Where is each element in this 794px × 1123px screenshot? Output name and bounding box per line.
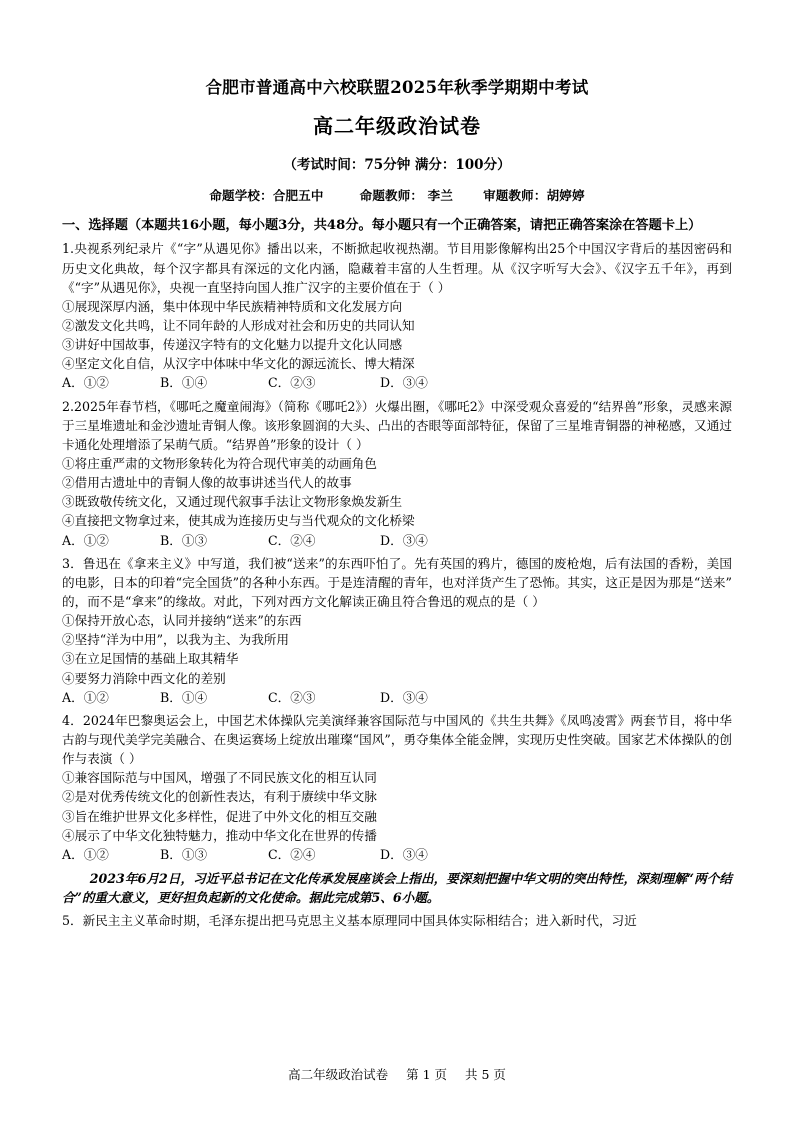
material-paragraph: 2023年6月2日，习近平总书记在文化传承发展座谈会上指出，要深刻把握中华文明的突出特性，深刻理解“两个结合”的重大意义，更好担负起新的文化使命。据此完成第5、6小题。 — [62, 870, 732, 906]
question-choices — [62, 845, 732, 865]
page-title: 合肥市普通高中六校联盟2025年秋季学期期中考试 — [205, 78, 589, 97]
question-option: ③既致敬传统文化，又通过现代叙事手法让文物形象焕发新生 — [62, 494, 403, 510]
footer-doc-title: 高二年级政治试卷 — [288, 1067, 389, 1082]
choice-c: C．②④ — [268, 846, 316, 862]
question-option: ③旨在维护世界文化多样性，促进了中外文化的相互交融 — [62, 808, 377, 824]
question-option: ②坚持“洋为中用”，以我为主、为我所用 — [62, 632, 289, 648]
question-stem: 2024年巴黎奥运会上，中国艺术体操队完美演绎兼容国际范与中国风的《共生共舞》《凤鸣凌霄》两套节目，将中华古韵与现代美学完美融合、在奥运赛场上绽放出璀璨“国风”，勇夺集体全能金牌，实现历史性突破。国家艺术体操队的创作与表演（ ） — [62, 712, 732, 767]
choice-b: B．①④ — [160, 689, 208, 705]
question-number: 1. — [62, 241, 75, 257]
maker-teacher: 命题教师： 李兰 — [359, 188, 454, 203]
footer-page-total: 共 5 页 — [465, 1067, 506, 1082]
choice-d: D．③④ — [380, 375, 428, 391]
choice-c: C．②③ — [268, 689, 316, 705]
question-option: ①将庄重严肃的文物形象转化为符合现代审美的动画角色 — [62, 456, 377, 471]
question-option: ④展示了中华文化独特魅力，推动中华文化在世界的传播 — [62, 827, 377, 843]
choice-a: A．①② — [62, 689, 109, 705]
choice-a: A．①② — [62, 532, 109, 548]
choice-b: B．①③ — [160, 532, 208, 548]
question-number: 5． — [62, 912, 83, 928]
question-choices — [62, 373, 732, 393]
question-option: ④坚定文化自信，从汉字中体味中华文化的源远流长、博大精深 — [62, 356, 415, 372]
question-choices — [62, 531, 732, 551]
question-stem: 央视系列纪录片《“字”从遇见你》播出以来，不断掀起收视热潮。节目用影像解构出25个中国汉字背后的基因密码和历史文化典故，每个汉字都具有深远的文化内涵，隐藏着丰富的人生哲理。从《汉字听写大会》、《汉字五千年》，再到《“字”从遇见你》，央视一直坚持向国人推广汉字的主要价值在于（ ） — [62, 241, 732, 295]
question-item — [62, 239, 732, 296]
question-option: ③在立足国情的基础上取其精华 — [62, 651, 239, 667]
question-choices — [62, 688, 732, 708]
question-item — [62, 911, 732, 930]
question-option: ①保持开放心态，认同并接纳“送来”的东西 — [62, 613, 302, 629]
choice-b: B．①③ — [160, 846, 208, 862]
choice-c: C．②③ — [268, 375, 316, 391]
page-footer — [0, 1065, 794, 1083]
section-heading: 一、选择题（本题共16小题，每小题3分，共48分。每小题只有一个正确答案，请把正确答案涂在答题卡上） — [62, 218, 702, 233]
question-option: ②激发文化共鸣，让不同年龄的人形成对社会和历史的共同认知 — [62, 318, 415, 334]
question-number: 2. — [62, 398, 75, 414]
makers-line — [62, 186, 732, 204]
choice-b: B．①④ — [160, 375, 208, 391]
question-stem: 鲁迅在《拿来主义》中写道，我们被“送来”的东西吓怕了。先有英国的鸦片，德国的废枪炮，后有法国的香粉，美国的电影，日本的印着“完全国货”的各种小东西。于是连清醒的青年，也对洋货产生了恐怖。其实，这正是因为那是“送来”的，而不是“拿来”的缘故。对此，下列对西方文化解读正确且符合鲁迅的观点的是（ ） — [62, 555, 732, 609]
choice-c: C．②④ — [268, 532, 316, 548]
question-option: ②是对优秀传统文化的创新性表达，有利于赓续中华文脉 — [62, 789, 377, 805]
question-option: ②借用古遗址中的青铜人像的故事讲述当代人的故事 — [62, 475, 352, 491]
question-option: ①展现深厚内涵，集中体现中华民族精神特质和文化发展方向 — [62, 298, 403, 314]
question-option: ③讲好中国故事，传递汉字特有的文化魅力以提升文化认同感 — [62, 337, 403, 353]
question-stem: 新民主主义革命时期，毛泽东提出把马克思主义基本原理同中国具体实际相结合；进入新时代，习近 — [82, 912, 637, 928]
question-stem: 2025年春节档，《哪吒之魔童闹海》（简称《哪吒2》）火爆出圈，《哪吒2》中深受观众喜爱的“结界兽”形象，灵感来源于三星堆遗址和金沙遗址青铜人像。该形象圆润的大头、凸出的杏眼等面部特征，保留了三星堆青铜器的神秘感，又通过卡通化处理增添了呆萌气质。“结界兽”形象的设计（ ） — [62, 398, 732, 452]
question-number: 3． — [62, 555, 83, 571]
question-option: ①兼容国际范与中国风，增强了不同民族文化的相互认同 — [62, 770, 377, 786]
exam-info: （考试时间：75分钟 满分：100分） — [283, 157, 511, 173]
question-option: ④直接把文物拿过来，使其成为连接历史与当代观众的文化桥梁 — [62, 513, 415, 529]
question-item — [62, 397, 732, 454]
question-option: ④要努力消除中西文化的差别 — [62, 670, 226, 686]
question-item — [62, 554, 732, 611]
choice-d: D．③④ — [380, 846, 428, 862]
choice-d: D．③④ — [380, 689, 428, 705]
choice-a: A．①② — [62, 846, 109, 862]
choice-d: D．③④ — [380, 532, 428, 548]
maker-school: 命题学校：合肥五中 — [209, 188, 324, 203]
question-item — [62, 711, 732, 768]
choice-a: A．①② — [62, 375, 109, 391]
footer-page-number: 第 1 页 — [406, 1067, 447, 1082]
question-number: 4． — [62, 712, 83, 728]
page-subtitle: 高二年级政治试卷 — [313, 114, 481, 138]
maker-reviewer: 审题教师：胡婷婷 — [483, 188, 585, 203]
